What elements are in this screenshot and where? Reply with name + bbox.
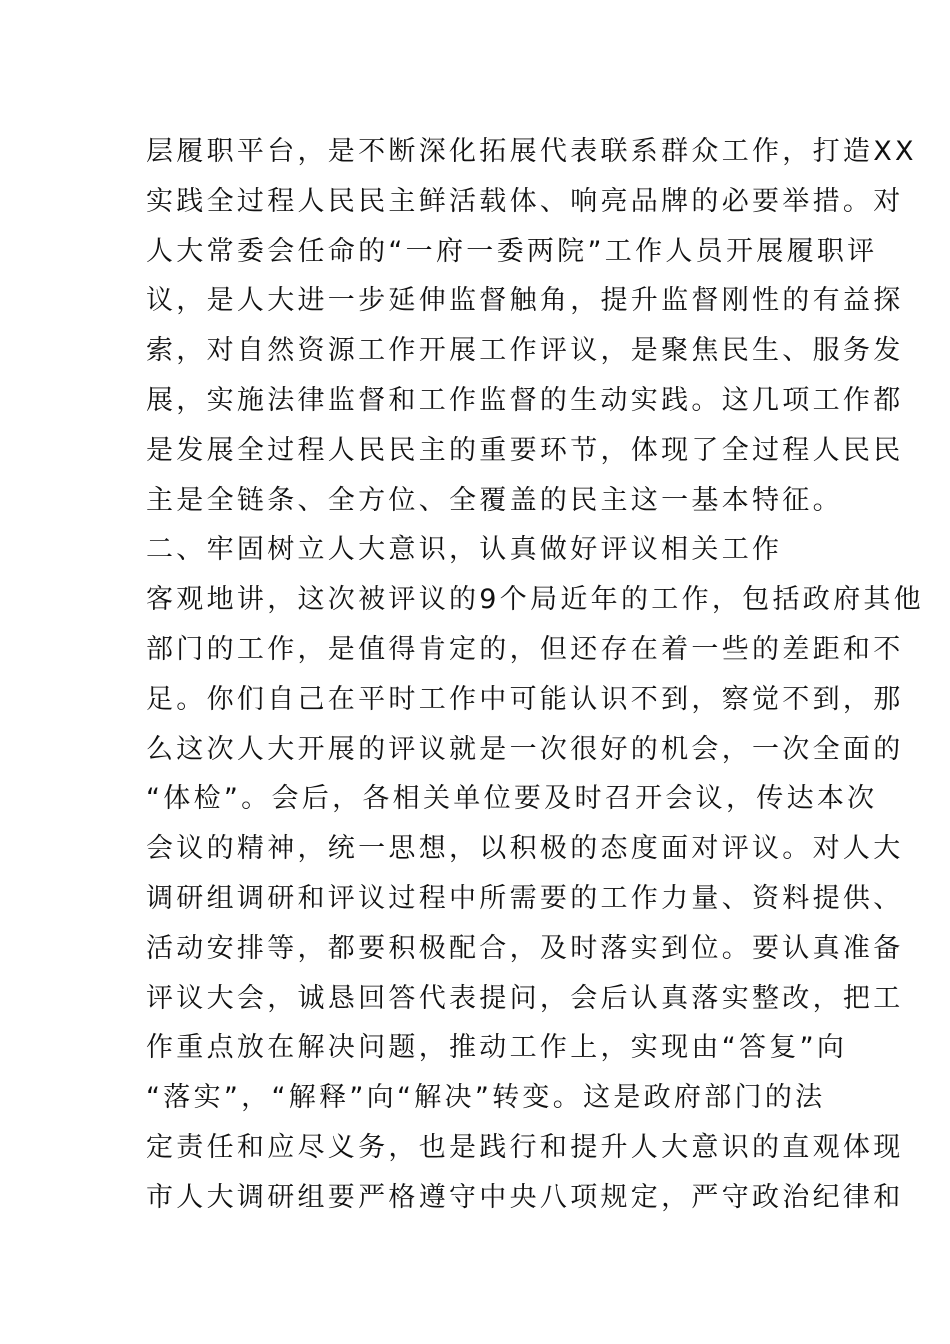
text-line: 主是全链条、全方位、全覆盖的民主这一基本特征。 [146, 484, 843, 516]
text-line: 评议大会，诚恳回答代表提问，会后认真落实整改，把工 [146, 982, 904, 1014]
text-line: 么这次人大开展的评议就是一次很好的机会，一次全面的 [146, 733, 904, 765]
document-page [146, 127, 924, 1223]
text-line: 是发展全过程人民民主的重要环节，体现了全过程人民民 [146, 434, 904, 466]
text-line: 作重点放在解决问题，推动工作上，实现由“答复”向 [146, 1032, 848, 1064]
text-line: 客观地讲，这次被评议的9个局近年的工作，包括政府其他 [146, 584, 924, 616]
text-line: 人大常委会任命的“一府一委两院”工作人员开展履职评 [146, 235, 878, 267]
text-line: 会议的精神，统一思想，以积极的态度面对评议。对人大 [146, 833, 904, 865]
text-line: 部门的工作，是值得肯定的，但还存在着一些的差距和不 [146, 633, 904, 665]
text-line: 定责任和应尽义务，也是践行和提升人大意识的直观体现 [146, 1131, 904, 1163]
paragraph-2 [146, 575, 924, 1222]
text-line: 索，对自然资源工作开展工作评议，是聚焦民生、服务发 [146, 335, 904, 367]
text-line: 市人大调研组要严格遵守中央八项规定，严守政治纪律和 [146, 1181, 904, 1213]
text-line: 实践全过程人民民主鲜活载体、响亮品牌的必要举措。对 [146, 185, 904, 217]
section-heading: 二、牢固树立人大意识，认真做好评议相关工作 [146, 534, 783, 566]
text-line: 活动安排等，都要积极配合，及时落实到位。要认真准备 [146, 932, 904, 964]
text-line: 足。你们自己在平时工作中可能认识不到，察觉不到，那 [146, 683, 904, 715]
text-line: “体检”。会后，各相关单位要及时召开会议，传达本次 [146, 783, 878, 815]
paragraph-1 [146, 127, 917, 525]
text-line: “落实”，“解释”向“解决”转变。这是政府部门的法 [146, 1082, 826, 1114]
text-line: 议，是人大进一步延伸监督触角，提升监督刚性的有益探 [146, 285, 904, 317]
text-line: 层履职平台，是不断深化拓展代表联系群众工作，打造XX [146, 136, 917, 167]
text-line: 调研组调研和评议过程中所需要的工作力量、资料提供、 [146, 882, 904, 914]
text-line: 展，实施法律监督和工作监督的生动实践。这几项工作都 [146, 384, 904, 416]
